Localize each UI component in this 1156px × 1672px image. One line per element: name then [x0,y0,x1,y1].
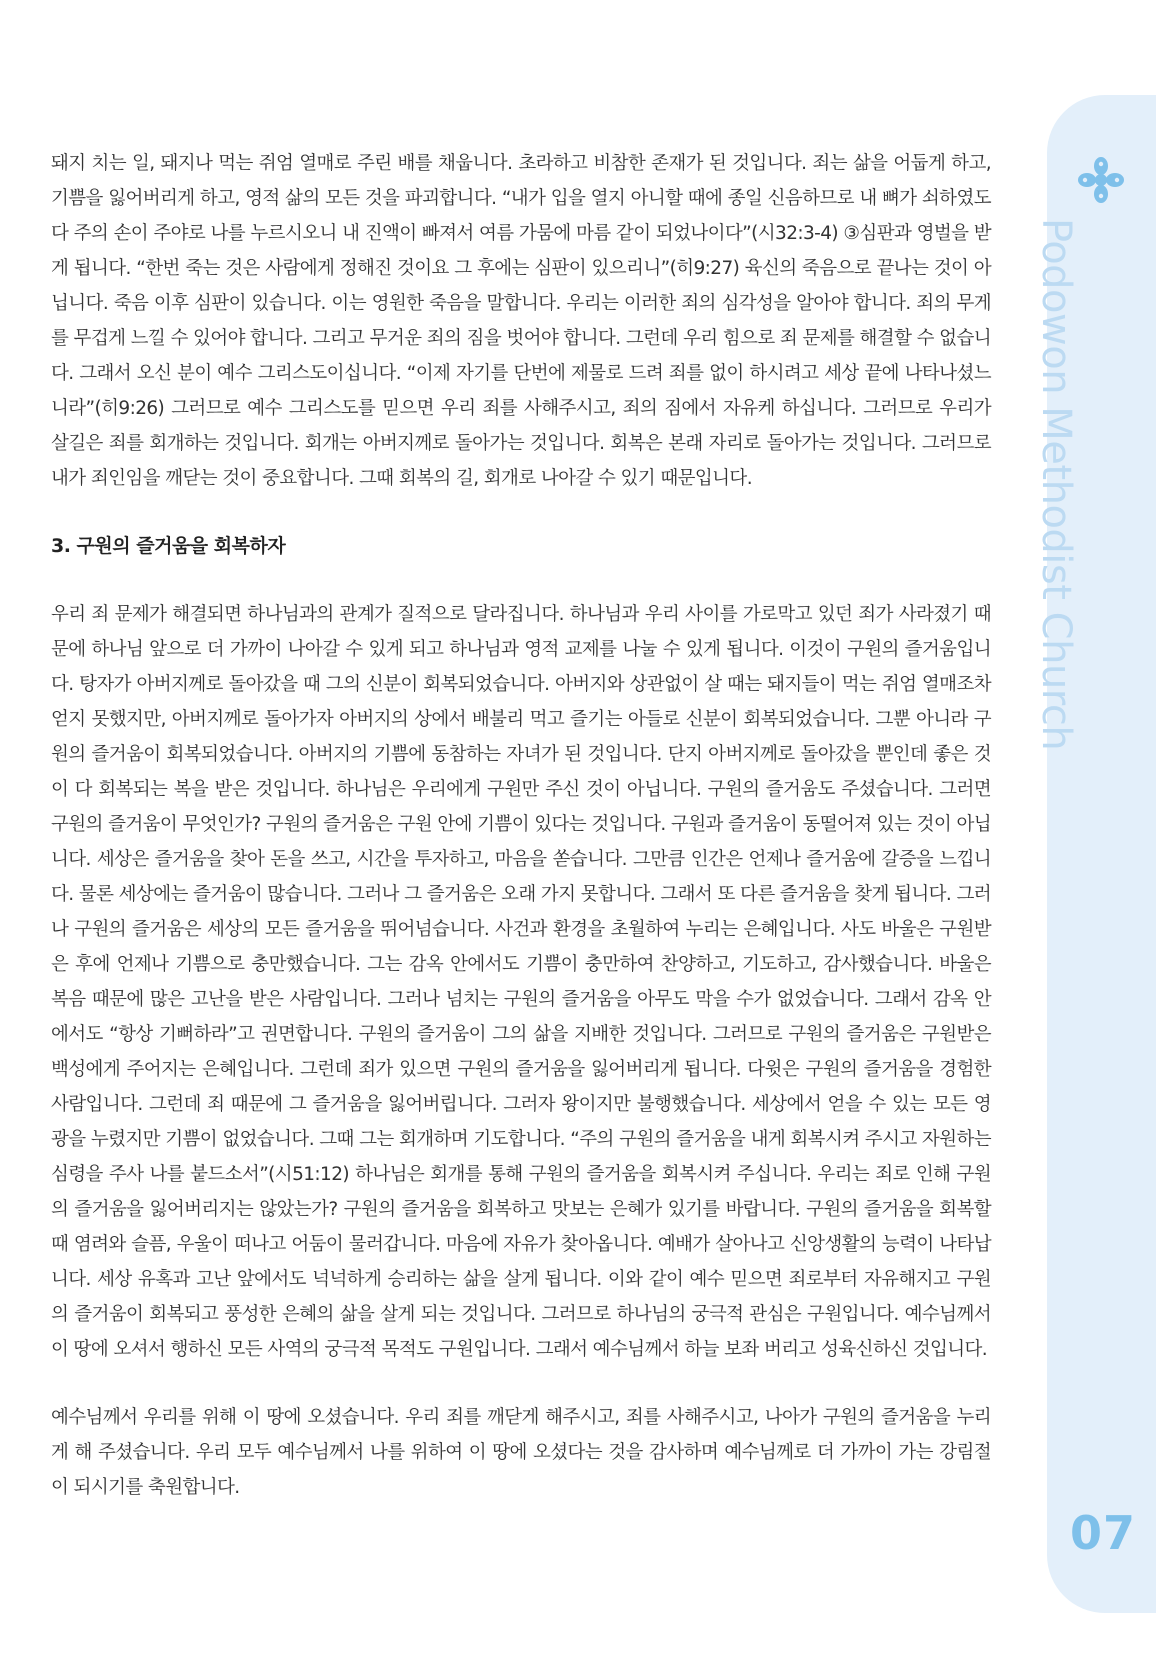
body-paragraph-2: 우리 죄 문제가 해결되면 하나님과의 관계가 질적으로 달라집니다. 하나님과 우리 사이를 가로막고 있던 죄가 사라졌기 때문에 하나님 앞으로 더 가까이 나아갈 수 있게 되고 하나님과 영적 교제를 나눌 수 있게 됩니다. 이것이 구원의 즐거움입니다. 탕자가 아버지께로 돌아갔을 때 그의 신분이 회복되었습니다. 아버지와 상관없이 살 때는 돼지들이 먹는 쥐엄 열매조차 얻지 못했지만, 아버지께로 돌아가자 아버지의 상에서 배불리 먹고 즐기는 아들로 신분이 회복되었습니다. 그뿐 아니라 구원의 즐거움이 회복되었습니다. 아버지의 기쁨에 동참하는 자녀가 된 것입니다. 단지 아버지께로 돌아갔을 뿐인데 좋은 것이 다 회복되는 복을 받은 것입니다. 하나님은 우리에게 구원만 주신 것이 아닙니다. 구원의 즐거움도 주셨습니다. 그러면 구원의 즐거움이 무엇인가? 구원의 즐거움은 구원 안에 기쁨이 있다는 것입니다. 구원과 즐거움이 동떨어져 있는 것이 아닙니다. 세상은 즐거움을 찾아 돈을 쓰고, 시간을 투자하고, 마음을 쏟습니다. 그만큼 인간은 언제나 즐거움에 갈증을 느낍니다. 물론 세상에는 즐거움이 많습니다. 그러나 그 즐거움은 오래 가지 못합니다. 그래서 또 다른 즐거움을 찾게 됩니다. 그러나 구원의 즐거움은 세상의 모든 즐거움을 뛰어넘습니다. 사건과 환경을 초월하여 누리는 은혜입니다. 사도 바울은 구원받은 후에 언제나 기쁨으로 충만했습니다. 그는 감옥 안에서도 기쁨이 충만하여 찬양하고, 기도하고, 감사했습니다. 바울은 복음 때문에 많은 고난을 받은 사람입니다. 그러나 넘치는 구원의 즐거움을 아무도 막을 수가 없었습니다. 그래서 감옥 안에서도 “항상 기뻐하라”고 권면합니다. 구원의 즐거움이 그의 삶을 지배한 것입니다. 그러므로 구원의 즐거움은 구원받은 백성에게 주어지는 은혜입니다. 그런데 죄가 있으면 구원의 즐거움을 잃어버리게 됩니다. 다윗은 구원의 즐거움을 경험한 사람입니다. 그런데 죄 때문에 그 즐거움을 잃어버립니다. 그러자 왕이지만 불행했습니다. 세상에서 얻을 수 있는 모든 영광을 누렸지만 기쁨이 없었습니다. 그때 그는 회개하며 기도합니다. “주의 구원의 즐거움을 내게 회복시켜 주시고 자원하는 심령을 주사 나를 붙드소서”(시51:12) 하나님은 회개를 통해 구원의 즐거움을 회복시켜 주십니다. 우리는 죄로 인해 구원의 즐거움을 잃어버리지는 않았는가? 구원의 즐거움을 회복하고 맛보는 은혜가 있기를 바랍니다. 구원의 즐거움을 회복할 때 염려와 슬픔, 우울이 떠나고 어둠이 물러갑니다. 마음에 자유가 찾아옵니다. 예배가 살아나고 신앙생활의 능력이 나타납니다. 세상 유혹과 고난 앞에서도 넉넉하게 승리하는 삶을 살게 됩니다. 이와 같이 예수 믿으면 죄로부터 자유해지고 구원의 즐거움이 회복되고 풍성한 은혜의 삶을 살게 되는 것입니다. 그러므로 하나님의 궁극적 관심은 구원입니다. 예수님께서 이 땅에 오셔서 행하신 모든 사역의 궁극적 목적도 구원입니다. 그래서 예수님께서 하늘 보좌 버리고 성육신하신 것입니다. [51,604,991,1360]
paragraph-spacer [51,1367,991,1400]
page-number: 07 [1070,1506,1137,1560]
body-paragraph-3: 예수님께서 우리를 위해 이 땅에 오셨습니다. 우리 죄를 깨닫게 해주시고, 죄를 사해주시고, 나아가 구원의 즐거움을 누리게 해 주셨습니다. 우리 모두 예수님께서 나를 위하여 이 땅에 오셨다는 것을 감사하며 예수님께로 더 가까이 가는 강림절이 되시기를 축원합니다. [51,1407,991,1498]
body-paragraph-1: 돼지 치는 일, 돼지나 먹는 쥐엄 열매로 주린 배를 채웁니다. 초라하고 비참한 존재가 된 것입니다. 죄는 삶을 어둡게 하고, 기쁨을 잃어버리게 하고, 영적 삶의 모든 것을 파괴합니다. “내가 입을 열지 아니할 때에 종일 신음하므로 내 뼈가 쇠하였도다 주의 손이 주야로 나를 누르시오니 내 진액이 빠져서 여름 가뭄에 마름 같이 되었나이다”(시32:3-4) ③심판과 영벌을 받게 됩니다. “한번 죽는 것은 사람에게 정해진 것이요 그 후에는 심판이 있으리니”(히9:27) 육신의 죽음으로 끝나는 것이 아닙니다. 죽음 이후 심판이 있습니다. 이는 영원한 죽음을 말합니다. 우리는 이러한 죄의 심각성을 알아야 합니다. 죄의 무게를 무겁게 느낄 수 있어야 합니다. 그리고 무거운 죄의 짐을 벗어야 합니다. 그런데 우리 힘으로 죄 문제를 해결할 수 없습니다. 그래서 오신 분이 예수 그리스도이십니다. “이제 자기를 단번에 제물로 드려 죄를 없이 하시려고 세상 끝에 나타나셨느니라”(히9:26) 그러므로 예수 그리스도를 믿으면 우리 죄를 사해주시고, 죄의 짐에서 자유케 하십니다. 그러므로 우리가 살길은 죄를 회개하는 것입니다. 회개는 아버지께로 돌아가는 것입니다. 회복은 본래 자리로 돌아가는 것입니다. 그러므로 내가 죄인임을 깨닫는 것이 중요합니다. 그때 회복의 길, 회개로 나아갈 수 있기 때문입니다. [51,153,991,489]
section-heading: 3. 구원의 즐거움을 회복하자 [51,535,286,557]
church-name-text: Podowon Methodist Church [1033,218,1079,751]
flower-icon [1077,156,1125,204]
article-body [51,146,991,1505]
